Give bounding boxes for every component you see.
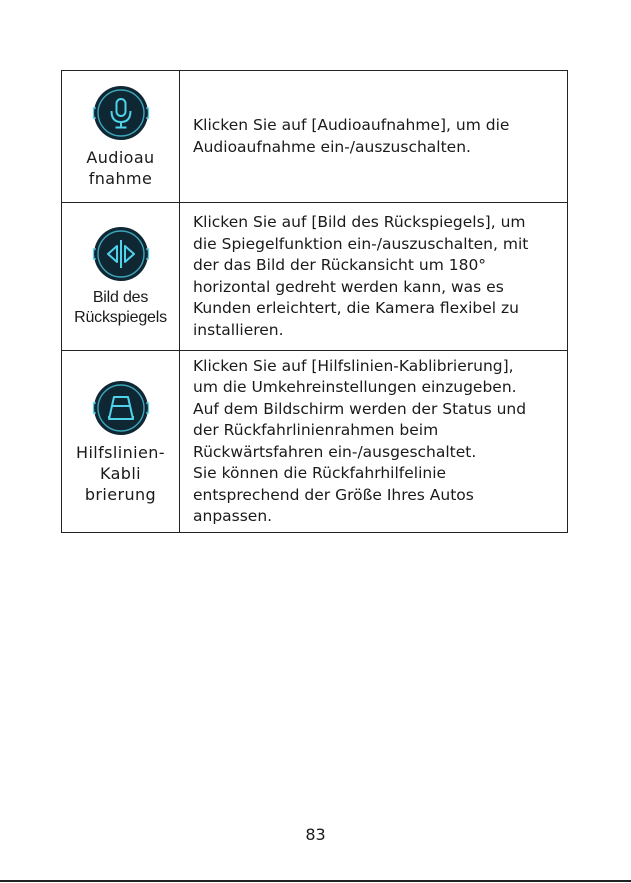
feature-label-line: Kabli bbox=[99, 463, 142, 483]
description-line: der das Bild der Rückansicht um 180° bbox=[193, 256, 487, 274]
description-line: Sie können die Rückfahrhilfelinie bbox=[193, 464, 447, 482]
description-line: Klicken Sie auf [Hilfslinien-Kablibrierung], bbox=[193, 356, 514, 375]
description-line: Audioaufnahme ein-/auszuschalten. bbox=[193, 137, 471, 156]
feature-description-cell bbox=[180, 351, 568, 533]
feature-label bbox=[62, 288, 179, 328]
description-line: entsprechend der Größe Ihres Autos bbox=[193, 485, 474, 504]
feature-label-line: Bild des bbox=[92, 289, 149, 306]
table-row bbox=[62, 351, 568, 533]
description-line: Auf dem Bildschirm werden der Status und bbox=[193, 399, 527, 418]
feature-label-line: Audioau bbox=[86, 148, 155, 167]
table-row bbox=[62, 203, 568, 351]
feature-label-line: Hilfslinien- bbox=[76, 442, 165, 462]
description-line: Klicken Sie auf [Audioaufnahme], um die bbox=[193, 116, 510, 134]
bottom-divider bbox=[0, 880, 631, 882]
feature-label bbox=[62, 147, 179, 189]
description-line: um die Umkehreinstellungen einzugeben. bbox=[193, 378, 517, 396]
feature-description bbox=[193, 212, 559, 341]
description-line: Rückwärtsfahren ein-/ausgeschaltet. bbox=[193, 442, 477, 461]
description-line: der Rückfahrlinienrahmen beim bbox=[193, 421, 439, 439]
mirror-flip-icon bbox=[92, 225, 150, 283]
feature-icon-cell bbox=[62, 351, 180, 533]
feature-label-line: fnahme bbox=[88, 169, 153, 188]
description-line: Kunden erleichtert, die Kamera flexibel zu bbox=[193, 299, 519, 317]
description-line: anpassen. bbox=[193, 507, 273, 525]
feature-label-line: brierung bbox=[84, 484, 157, 504]
feature-label-line: Rückspiegels bbox=[74, 309, 167, 326]
feature-description-cell bbox=[180, 203, 568, 351]
description-line: horizontal gedreht werden kann, was es bbox=[193, 277, 504, 296]
feature-icon-cell bbox=[62, 71, 180, 203]
feature-label bbox=[62, 442, 179, 505]
feature-description bbox=[193, 356, 559, 528]
page-number: 83 bbox=[305, 825, 326, 844]
description-line: Klicken Sie auf [Bild des Rückspiegels], um bbox=[193, 213, 526, 231]
description-line: die Spiegelfunktion ein-/auszuschalten, mit bbox=[193, 234, 529, 253]
microphone-icon bbox=[92, 84, 150, 142]
parking-guidelines-icon bbox=[92, 379, 150, 437]
feature-description bbox=[193, 115, 559, 158]
table-row bbox=[62, 71, 568, 203]
description-line: installieren. bbox=[193, 320, 284, 339]
feature-table bbox=[61, 70, 568, 533]
feature-icon-cell bbox=[62, 203, 180, 351]
feature-description-cell bbox=[180, 71, 568, 203]
